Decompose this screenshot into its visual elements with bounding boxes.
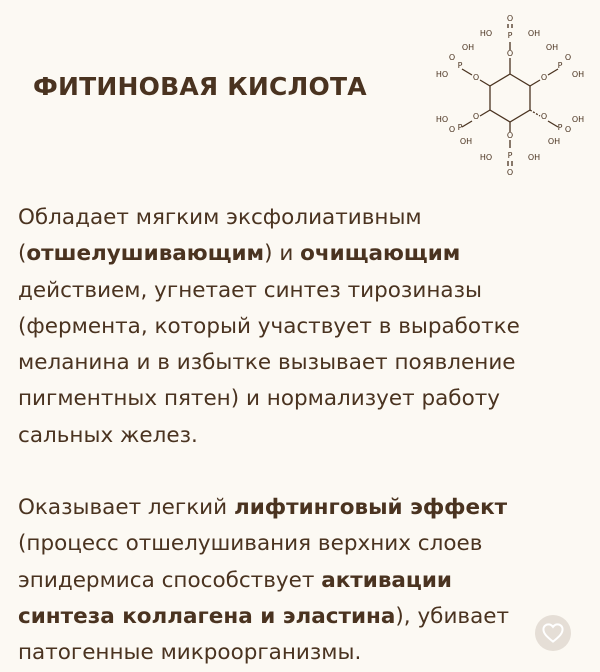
text-run: действием, угнетает синтез тирозиназы xyxy=(18,277,482,303)
ul-p: P xyxy=(457,61,463,70)
heart-icon xyxy=(542,623,564,643)
text-line xyxy=(18,635,583,671)
article-body xyxy=(18,200,583,672)
text-line xyxy=(18,599,583,635)
ur-oh: OH xyxy=(545,43,559,52)
ll-ho: HO xyxy=(435,115,449,124)
ll-o: O xyxy=(448,125,456,134)
lr-p: P xyxy=(557,123,563,132)
ul-ring-o: O xyxy=(472,73,480,82)
ur-p: P xyxy=(557,61,563,70)
ur-ring-o: O xyxy=(540,73,548,82)
text-line xyxy=(18,236,583,272)
lr-oh2: OH xyxy=(547,137,561,146)
page-title: ФИТИНОВАЯ КИСЛОТА xyxy=(33,72,367,101)
phytic-acid-structure-icon xyxy=(420,8,600,180)
text-run: ) и xyxy=(264,241,301,267)
top-ring-o: O xyxy=(506,49,514,58)
ll-p: P xyxy=(457,123,463,132)
top-o: O xyxy=(506,14,514,23)
text-run: Оказывает легкий xyxy=(18,495,234,521)
text-line xyxy=(18,526,583,562)
ul-ho: HO xyxy=(435,70,449,79)
bold-term: лифтинговый эффект xyxy=(233,495,508,521)
text-line xyxy=(18,345,583,381)
text-run: меланина и в избытке вызывает появление xyxy=(18,350,516,376)
bottom-p: P xyxy=(507,151,513,160)
like-button[interactable] xyxy=(535,615,571,651)
bold-term: очищающим xyxy=(300,241,461,267)
text-line xyxy=(18,309,583,345)
bottom-oh: OH xyxy=(527,153,541,162)
text-line xyxy=(18,490,583,526)
text-run: сальных желез. xyxy=(18,422,198,448)
ur-o: O xyxy=(564,53,572,62)
ur-oh2: OH xyxy=(571,70,585,79)
text-line xyxy=(18,273,583,309)
lr-o: O xyxy=(564,125,572,134)
text-line xyxy=(18,418,583,454)
text-run: (процесс отшелушивания верхних слоев xyxy=(18,531,483,557)
lr-ring-o: O xyxy=(540,112,548,121)
top-p: P xyxy=(507,31,513,40)
paragraph-lifting xyxy=(18,490,583,671)
bottom-o: O xyxy=(506,168,514,177)
ll-oh: OH xyxy=(459,137,473,146)
bottom-ring-o: O xyxy=(506,131,514,140)
ul-o: O xyxy=(448,53,456,62)
text-line xyxy=(18,381,583,417)
text-line xyxy=(18,563,583,599)
paragraph-effects xyxy=(18,200,583,454)
text-run: ( xyxy=(18,241,27,267)
ul-oh: OH xyxy=(461,43,475,52)
bold-term: отшелушивающим xyxy=(26,241,265,267)
text-line xyxy=(18,200,583,236)
text-run: ), убивает xyxy=(395,603,510,629)
header xyxy=(0,0,600,190)
top-oh: OH xyxy=(527,29,541,38)
text-run: патогенные микроорганизмы. xyxy=(18,640,362,666)
text-run: (фермента, который участвует в выработке xyxy=(18,313,520,339)
ll-ring-o: O xyxy=(472,112,480,121)
text-run: эпидермиса способствует xyxy=(18,567,322,593)
text-run: пигментных пятен) и нормализует работу xyxy=(18,386,500,412)
top-ho: HO xyxy=(479,29,493,38)
bottom-ho: HO xyxy=(479,153,493,162)
bold-term: синтеза коллагена и эластина xyxy=(18,603,396,629)
bold-term: активации xyxy=(321,567,452,593)
text-run: Обладает мягким эксфолиативным xyxy=(18,205,422,230)
lr-oh: OH xyxy=(571,115,585,124)
